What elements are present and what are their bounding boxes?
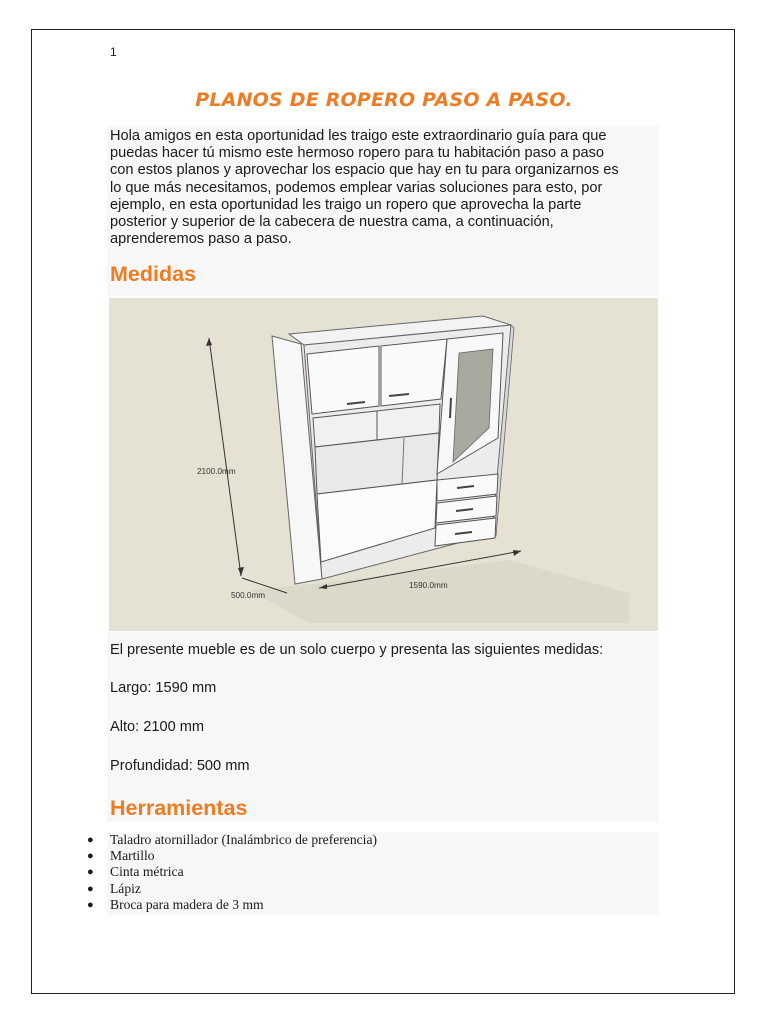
- bullet-icon: ●: [87, 850, 94, 863]
- width-label: 1590.0mm: [409, 581, 448, 590]
- wardrobe-drawing: [109, 298, 658, 631]
- bullet-icon: ●: [87, 866, 94, 879]
- list-item: ● Taladro atornillador (Inalámbrico de preferencia): [87, 832, 378, 847]
- document-title: PLANOS DE ROPERO PASO A PASO.: [195, 89, 573, 111]
- list-item: ● Broca para madera de 3 mm: [87, 896, 264, 912]
- list-item: ● Martillo: [87, 848, 155, 864]
- intro-line: puedas hacer tú mismo este hermoso ropero para tu habitación paso a paso: [110, 145, 605, 162]
- height-label: 2100.0mm: [197, 467, 236, 476]
- door-handle: [450, 398, 451, 418]
- depth-label: 500.0mm: [231, 591, 266, 600]
- measure-profundidad: Profundidad: 500 mm: [110, 758, 250, 774]
- tools-list: [84, 832, 377, 913]
- section-heading-herramientas: Herramientas: [110, 796, 248, 820]
- intro-line: posterior y superior de la cabecera de nuestra cama, a continuación,: [110, 214, 554, 231]
- intro-paragraph: [110, 128, 656, 248]
- intro-line: ejemplo, en esta oportunidad les traigo un ropero que aprovecha la parte: [110, 196, 582, 213]
- wardrobe-figure: [109, 298, 658, 631]
- list-item: ● Lápiz: [87, 880, 141, 896]
- list-item: ● Cinta métrica: [87, 864, 184, 880]
- upper-door-left: [307, 346, 379, 414]
- measure-largo: Largo: 1590 mm: [110, 680, 217, 696]
- bullet-icon: ●: [87, 834, 94, 846]
- height-dimension-line: [209, 338, 241, 576]
- intro-line: lo que más necesitamos, podemos emplear varias soluciones para esto, por: [110, 179, 603, 196]
- measures-intro: El presente mueble es de un solo cuerpo y presenta las siguientes medidas:: [110, 642, 604, 658]
- bullet-icon: ●: [87, 898, 94, 911]
- section-heading-medidas: Medidas: [110, 262, 197, 286]
- intro-line: Hola amigos en esta oportunidad les traigo este extraordinario guía para que: [110, 128, 607, 144]
- bullet-icon: ●: [87, 882, 94, 895]
- measure-alto: Alto: 2100 mm: [110, 719, 205, 735]
- intro-line: con estos planos y aprovechar los espacio que hay en tu para organizarnos es: [110, 162, 619, 179]
- intro-line: aprenderemos paso a paso.: [110, 231, 292, 248]
- page-number: 1: [110, 45, 117, 59]
